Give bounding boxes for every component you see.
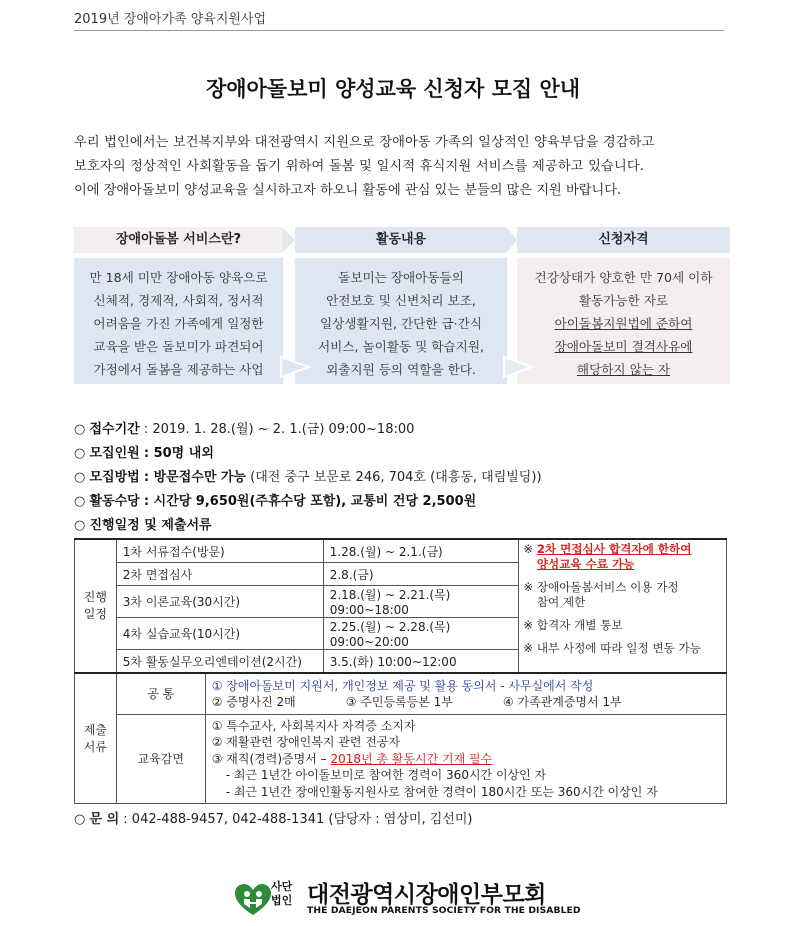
box-line: 건강상태가 양호한 만 70세 이하 bbox=[534, 270, 713, 285]
info-schedule: ○ 진행일정 및 제출서류 bbox=[74, 518, 212, 533]
box-line: 해당하지 않는 자 bbox=[576, 362, 671, 377]
box-line: 만 18세 미만 장애아동 양육으로 bbox=[89, 270, 268, 285]
step-date: 2.18.(월) ~ 2.21.(목) 09:00~18:00 bbox=[323, 586, 519, 618]
box-qualification bbox=[517, 258, 730, 384]
program-tag: 2019년 장애아가족 양육지원사업 bbox=[74, 12, 267, 27]
box-line: 가정에서 돌봄을 제공하는 사업 bbox=[93, 362, 264, 377]
box-line: 활동가능한 자로 bbox=[578, 293, 669, 308]
box-heading-activity: 활동내용 bbox=[295, 227, 507, 253]
box-line: 서비스, 놀이활동 및 학습지원, bbox=[317, 339, 484, 354]
intro-line: 보호자의 정상적인 사회활동을 돕기 위하여 돌봄 및 일시적 휴식지원 서비스를 제공하고 있습니다. bbox=[74, 159, 645, 174]
arrow-right-icon bbox=[502, 354, 536, 380]
table-row bbox=[75, 673, 727, 715]
box-line: 장애아돌보미 결격사유에 bbox=[554, 339, 693, 354]
box-activity bbox=[295, 258, 507, 384]
box-heading-service: 장애아돌봄 서비스란? bbox=[74, 227, 283, 253]
schedule-notes: ※ 2차 면접심사 합격자에 한하여 양성교육 수료 가능 ※ 장애아돌봄서비스 이용 가정 참여 제한 ※ 합격자 개별 통보 ※ 내부 사정에 따라 일정 변동 가능 bbox=[519, 539, 727, 673]
logo-corp-type: 사단 법인 bbox=[271, 880, 293, 907]
step-date: 1.28.(월) ~ 2.1.(금) bbox=[323, 539, 519, 563]
heading-arrow bbox=[283, 228, 295, 252]
step-name: 2차 면접심사 bbox=[116, 563, 323, 586]
page-title: 장애아돌보미 양성교육 신청자 모집 안내 bbox=[205, 76, 581, 101]
header-divider bbox=[74, 30, 724, 31]
intro-paragraph bbox=[74, 131, 734, 203]
box-line: 어려움을 가진 가족에게 일정한 bbox=[93, 316, 264, 331]
box-line: 아이돌봄지원법에 준하여 bbox=[554, 316, 693, 331]
info-period: ○ 접수기간 : 2019. 1. 28.(월) ~ 2. 1.(금) 09:00~18:00 bbox=[74, 422, 415, 437]
intro-line: 우리 법인에서는 보건복지부와 대전광역시 지원으로 장애아동 가족의 일상적인 양육부담을 경감하고 bbox=[74, 135, 655, 150]
intro-line: 이에 장애아돌보미 양성교육을 실시하고자 하오니 활동에 관심 있는 분들의 많은 지원 바랍니다. bbox=[74, 183, 622, 198]
box-line: 안전보호 및 신변처리 보조, bbox=[326, 293, 476, 308]
box-heading-qualification: 신청자격 bbox=[517, 227, 730, 253]
schedule-group-label: 진행 일정 bbox=[75, 539, 117, 673]
info-count: ○ 모집인원 : 50명 내외 bbox=[74, 446, 214, 461]
contact-info: ○ 문 의 : 042-488-9457, 042-488-1341 (담당자 : 염상미, 김선미) bbox=[74, 812, 473, 827]
box-service bbox=[74, 258, 283, 384]
common-documents: ① 장애아돌보미 지원서, 개인정보 제공 및 활용 동의서 - 사무실에서 작성 ② 증명사진 2매 ③ 주민등록등본 1부 ④ 가족관계증명서 1부 bbox=[205, 673, 726, 715]
step-name: 3차 이론교육(30시간) bbox=[116, 586, 323, 618]
common-label: 공 통 bbox=[116, 673, 205, 715]
organization-name: 대전광역시장애인부모회 bbox=[307, 882, 546, 908]
reduction-label: 교육감면 bbox=[116, 715, 205, 804]
box-line: 외출지원 등의 역할을 한다. bbox=[326, 362, 476, 377]
step-name: 5차 활동실무오리엔테이션(2시간) bbox=[116, 650, 323, 674]
step-name: 1차 서류접수(방문) bbox=[116, 539, 323, 563]
documents-group-label: 제출 서류 bbox=[75, 673, 117, 804]
box-line: 돌보미는 장애아동들의 bbox=[338, 270, 464, 285]
step-date: 2.8.(금) bbox=[323, 563, 519, 586]
reduction-documents: ① 특수교사, 사회복지사 자격증 소지자 ② 재활관련 장애인복지 관련 전공자 ③ 재직(경력)증명서 – 2018년 총 활동시간 기재 필수 - 최근 1년간 아이돌보미로 참여한 경력이 360시간 이상인 자 - 최근 1년간 장애인활동지원사로 참여한 경력이 180시간 또는 360시간 이상인 자 bbox=[205, 715, 726, 804]
step-name: 4차 실습교육(10시간) bbox=[116, 618, 323, 650]
step-date: 2.25.(월) ~ 2.28.(목) 09:00~20:00 bbox=[323, 618, 519, 650]
info-method: ○ 모집방법 : 방문접수만 가능 (대전 중구 보문로 246, 704호 (대흥동, 대림빌딩)) bbox=[74, 470, 542, 485]
table-row bbox=[75, 715, 727, 804]
box-line: 교육을 받은 돌보미가 파견되어 bbox=[93, 339, 264, 354]
box-line: 신체적, 경제적, 사회적, 정서적 bbox=[93, 293, 264, 308]
box-line: 일상생활지원, 간단한 급·간식 bbox=[320, 316, 482, 331]
info-pay: ○ 활동수당 : 시간당 9,650원(주휴수당 포함), 교통비 건당 2,500원 bbox=[74, 494, 477, 509]
organization-english-name: THE DAEJEON PARENTS SOCIETY FOR THE DISABLED bbox=[307, 905, 581, 916]
organization-logo-icon bbox=[233, 882, 273, 918]
arrow-right-icon bbox=[279, 354, 313, 380]
schedule-table bbox=[74, 538, 727, 804]
step-date: 3.5.(화) 10:00~12:00 bbox=[323, 650, 519, 674]
table-row bbox=[75, 539, 727, 563]
heading-arrow bbox=[507, 228, 517, 252]
